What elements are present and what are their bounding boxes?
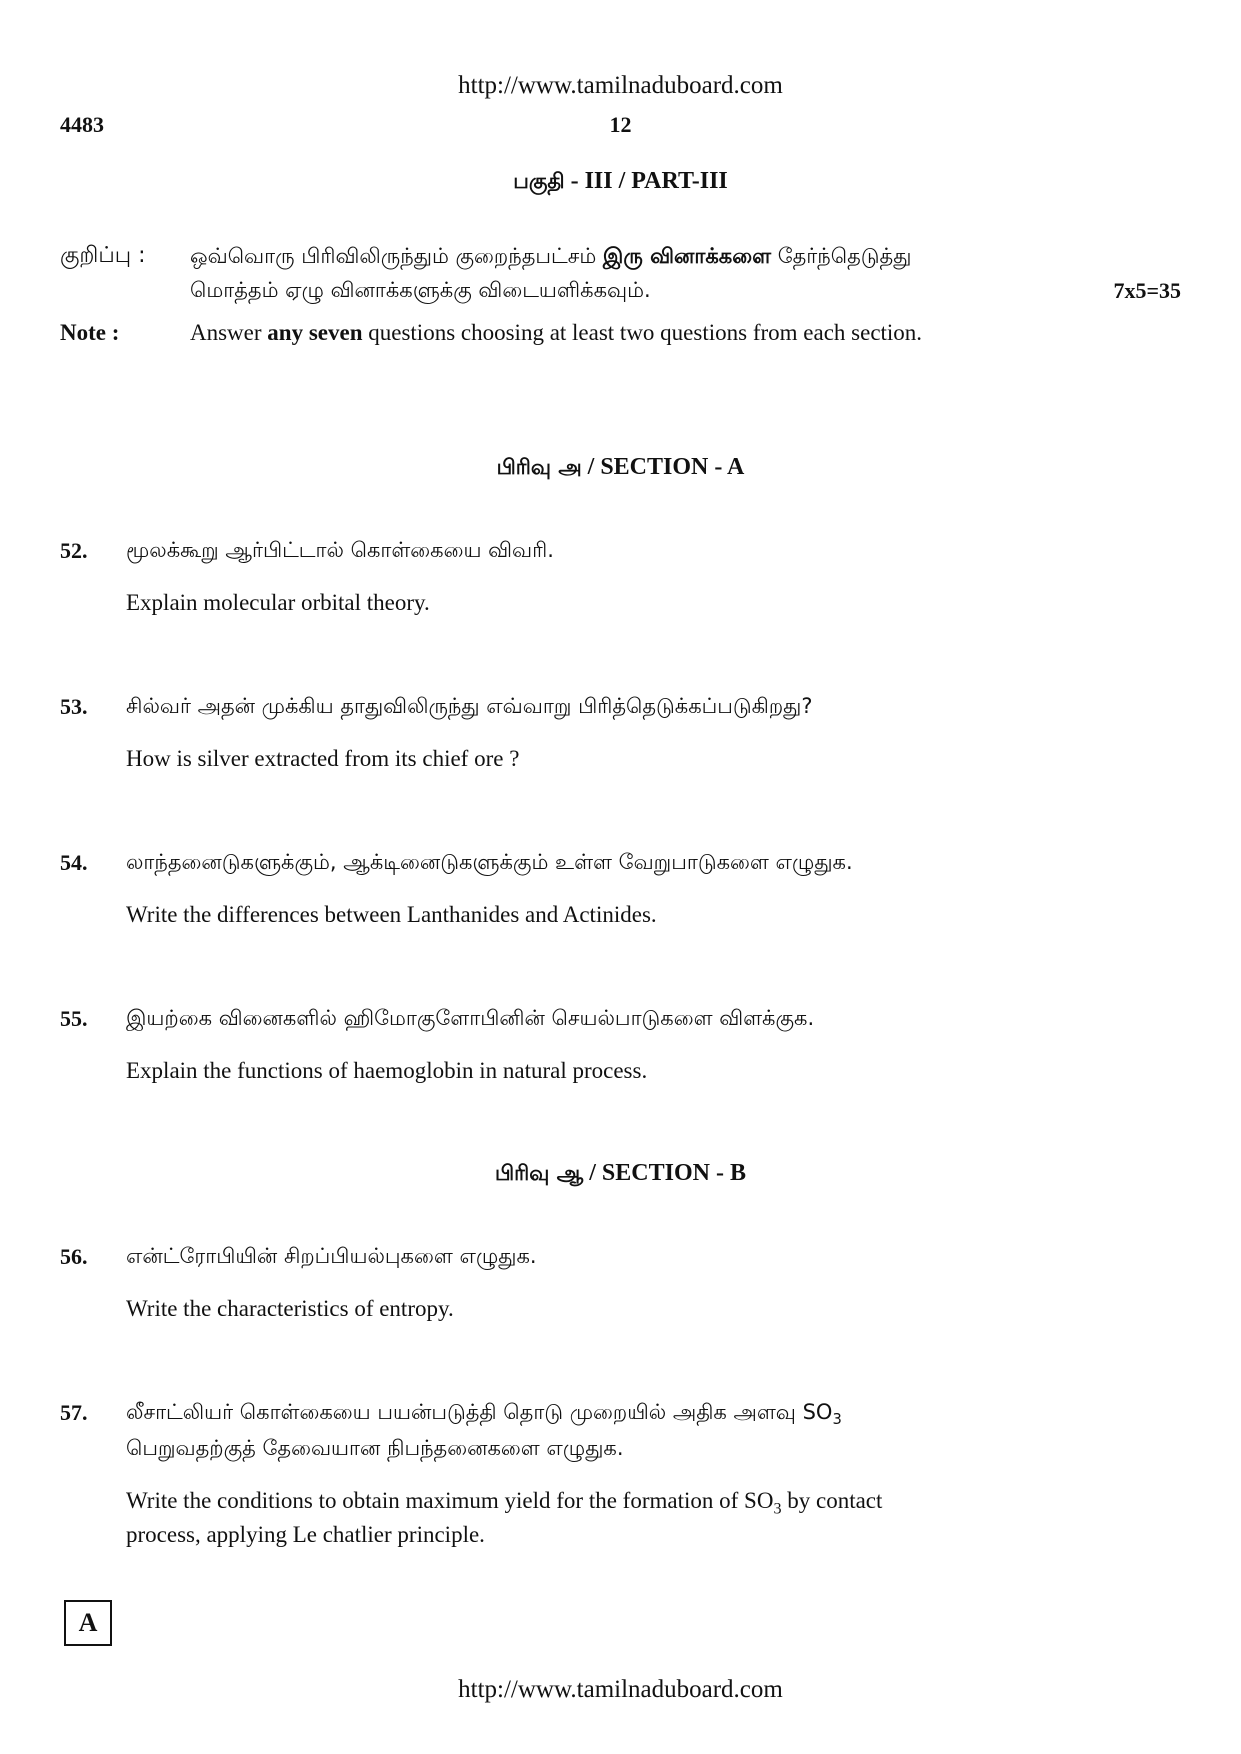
question-text-ta-line2: பெறுவதற்குத் தேவையான நிபந்தனைகளை எழுதுக. xyxy=(126,1436,624,1460)
section-a-title-en: / SECTION - A xyxy=(581,454,745,480)
section-b-heading xyxy=(0,1160,1241,1188)
section-b-title-ta: பிரிவு ஆ xyxy=(495,1161,584,1185)
marks-label: 7x5=35 xyxy=(1113,278,1181,303)
question-text-ta-line1 xyxy=(126,1400,842,1428)
note-ta-line1-end: தேர்ந்தெடுத்து xyxy=(771,244,912,268)
q57-en-line1-end: by contact xyxy=(781,1488,883,1513)
note-label-ta: குறிப்பு : xyxy=(60,243,146,268)
question-text-en-line1 xyxy=(126,1488,882,1519)
question-text-ta: இயற்கை வினைகளில் ஹிமோகுளோபினின் செயல்பாடுகளை விளக்குக. xyxy=(126,1006,815,1030)
note-en-text xyxy=(190,320,922,346)
question-number: 52. xyxy=(60,538,88,563)
note-en-start: Answer xyxy=(190,320,268,345)
paper-code: 4483 xyxy=(60,112,104,137)
question-number: 53. xyxy=(60,694,88,719)
note-ta-line2: மொத்தம் ஏழு வினாக்களுக்கு விடையளிக்கவும். xyxy=(190,278,651,302)
question-text-en: How is silver extracted from its chief ore ? xyxy=(126,746,520,771)
question-text-ta: லாந்தனைடுகளுக்கும், ஆக்டினைடுகளுக்கும் உள்ள வேறுபாடுகளை எழுதுக. xyxy=(126,850,853,874)
question-text-ta: என்ட்ரோபியின் சிறப்பியல்புகளை எழுதுக. xyxy=(126,1244,537,1268)
question-number: 54. xyxy=(60,850,88,875)
question-text-en-line2: process, applying Le chatlier principle. xyxy=(126,1522,485,1547)
header-url: http://www.tamilnaduboard.com xyxy=(458,72,783,99)
question-text-ta: மூலக்கூறு ஆர்பிட்டால் கொள்கையை விவரி. xyxy=(126,538,554,562)
part-title-en: - III / PART-III xyxy=(564,168,728,194)
question-text-en: Explain the functions of haemoglobin in natural process. xyxy=(126,1058,648,1083)
version-box: A xyxy=(64,1600,112,1646)
q57-ta-line1-text: லீசாட்லியர் கொள்கையை பயன்படுத்தி தொடு முறையில் அதிக அளவு SO xyxy=(126,1400,833,1424)
note-label-en: Note : xyxy=(60,320,120,345)
question-number: 55. xyxy=(60,1006,88,1031)
question-text-en: Write the characteristics of entropy. xyxy=(126,1296,454,1321)
note-ta-line1 xyxy=(190,244,911,271)
footer-url: http://www.tamilnaduboard.com xyxy=(458,1676,783,1703)
section-b-title-en: / SECTION - B xyxy=(583,1160,746,1186)
section-a-heading xyxy=(0,454,1241,482)
question-text-en: Explain molecular orbital theory. xyxy=(126,590,430,615)
question-text-ta: சில்வர் அதன் முக்கிய தாதுவிலிருந்து எவ்வாறு பிரித்தெடுக்கப்படுகிறது? xyxy=(126,694,813,718)
note-ta-line1-start: ஒவ்வொரு பிரிவிலிருந்தும் குறைந்தபட்சம் xyxy=(190,244,603,268)
question-number: 57. xyxy=(60,1400,88,1425)
q57-en-subscript: 3 xyxy=(773,1500,782,1518)
note-en-end: questions choosing at least two questions from each section. xyxy=(362,320,923,345)
q57-ta-subscript: 3 xyxy=(832,1411,842,1429)
q57-en-line1-text: Write the conditions to obtain maximum yield for the formation of SO xyxy=(126,1488,774,1513)
part-title-ta: பகுதி xyxy=(513,169,565,193)
page-number: 12 xyxy=(609,112,632,137)
note-ta-line1-bold: இரு வினாக்களை xyxy=(602,244,772,268)
question-number: 56. xyxy=(60,1244,88,1269)
note-en-bold: any seven xyxy=(267,320,363,345)
part-heading xyxy=(0,168,1241,196)
section-a-title-ta: பிரிவு அ xyxy=(496,455,582,479)
question-text-en: Write the differences between Lanthanides and Actinides. xyxy=(126,902,657,927)
